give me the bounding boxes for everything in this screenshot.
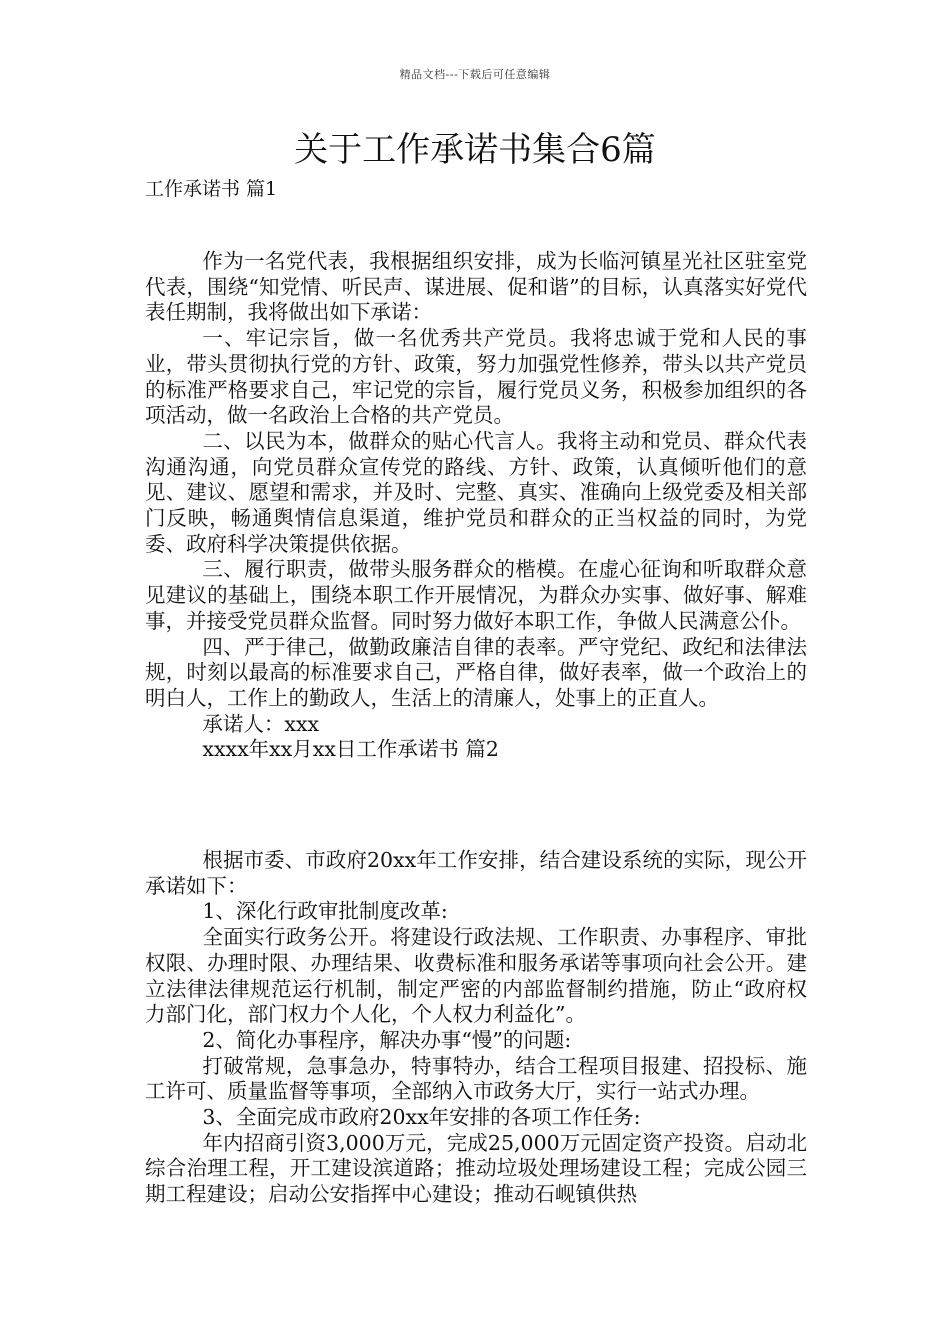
item-3-heading: 3、全面完成市政府20xx年安排的各项工作任务: (202, 1105, 641, 1130)
paragraph-point-4: 四、严于律己，做勤政廉洁自律的表率。严守党纪、政纪和法律法规，时刻以最高的标准要求自己，严格自律，做好表率，做一个政治上的明白人，工作上的勤政人，生活上的清廉人，处事上的正直人。 (145, 634, 807, 710)
section-heading-1: 工作承诺书 篇1 (145, 178, 278, 200)
section-2-body (145, 848, 807, 1208)
paragraph-point-2: 二、以民为本，做群众的贴心代言人。我将主动和党员、群众代表沟通沟通，向党员群众宣传党的路线、方针、政策，认真倾听他们的意见、建议、愿望和需求，并及时、完整、真实、准确向上级党委及相关部门反映，畅通舆情信息渠道，维护党员和群众的正当权益的同时，为党委、政府科学决策提供依据。 (145, 428, 807, 556)
item-1-heading: 1、深化行政审批制度改革: (202, 899, 448, 924)
item-1-body: 全面实行政务公开。将建设行政法规、工作职责、办事程序、审批权限、办理时限、办理结果、收费标准和服务承诺等事项向社会公开。建立法律法律规范运行机制，制定严密的内部监督制约措施，防止“政府权力部门化，部门权力个人化，个人权力利益化”。 (145, 925, 807, 1027)
paragraph-intro: 作为一名党代表，我根据组织安排，成为长临河镇星光社区驻室党代表，围绕“知党情、听民声、谋进展、促和谐”的目标，认真落实好党代表任期制，我将做出如下承诺： (145, 249, 807, 325)
section-1-body (145, 249, 807, 763)
item-2-body: 打破常规，急事急办，特事特办，结合工程项目报建、招投标、施工许可、质量监督等事项，全部纳入市政务大厅，实行一站式办理。 (145, 1053, 807, 1104)
item-3-body: 年内招商引资3,000万元，完成25,000万元固定资产投资。启动北综合治理工程，开工建设滨道路；推动垃圾处理场建设工程；完成公园三期工程建设；启动公安指挥中心建设；推动石岘镇供热 (145, 1130, 807, 1207)
paragraph-intro-2: 根据市委、市政府20xx年工作安排，结合建设系统的实际，现公开承诺如下： (145, 848, 807, 898)
page-title: 关于工作承诺书集合6篇 (294, 130, 656, 170)
paragraph-point-3: 三、履行职责，做带头服务群众的楷模。在虚心征询和听取群众意见建议的基础上，围绕本职工作开展情况，为群众办实事、做好事、解难事，并接受党员群众监督。同时努力做好本职工作，争做人民满意公仆。 (145, 557, 807, 633)
item-2-heading: 2、简化办事程序，解决办事“慢”的问题: (202, 1027, 572, 1052)
paragraph-point-1: 一、牢记宗旨，做一名优秀共产党员。我将忠诚于党和人民的事业，带头贯彻执行党的方针、政策，努力加强党性修养，带头以共产党员的标准严格要求自己，牢记党的宗旨，履行党员义务，积极参加组织的各项活动，做一名政治上合格的共产党员。 (145, 326, 807, 428)
header-watermark: 精品文档---下载后可任意编辑 (399, 68, 551, 81)
date-and-section-heading-2: xxxx年xx月xx日工作承诺书 篇2 (202, 737, 499, 762)
signatory-line: 承诺人：xxx (202, 711, 320, 736)
